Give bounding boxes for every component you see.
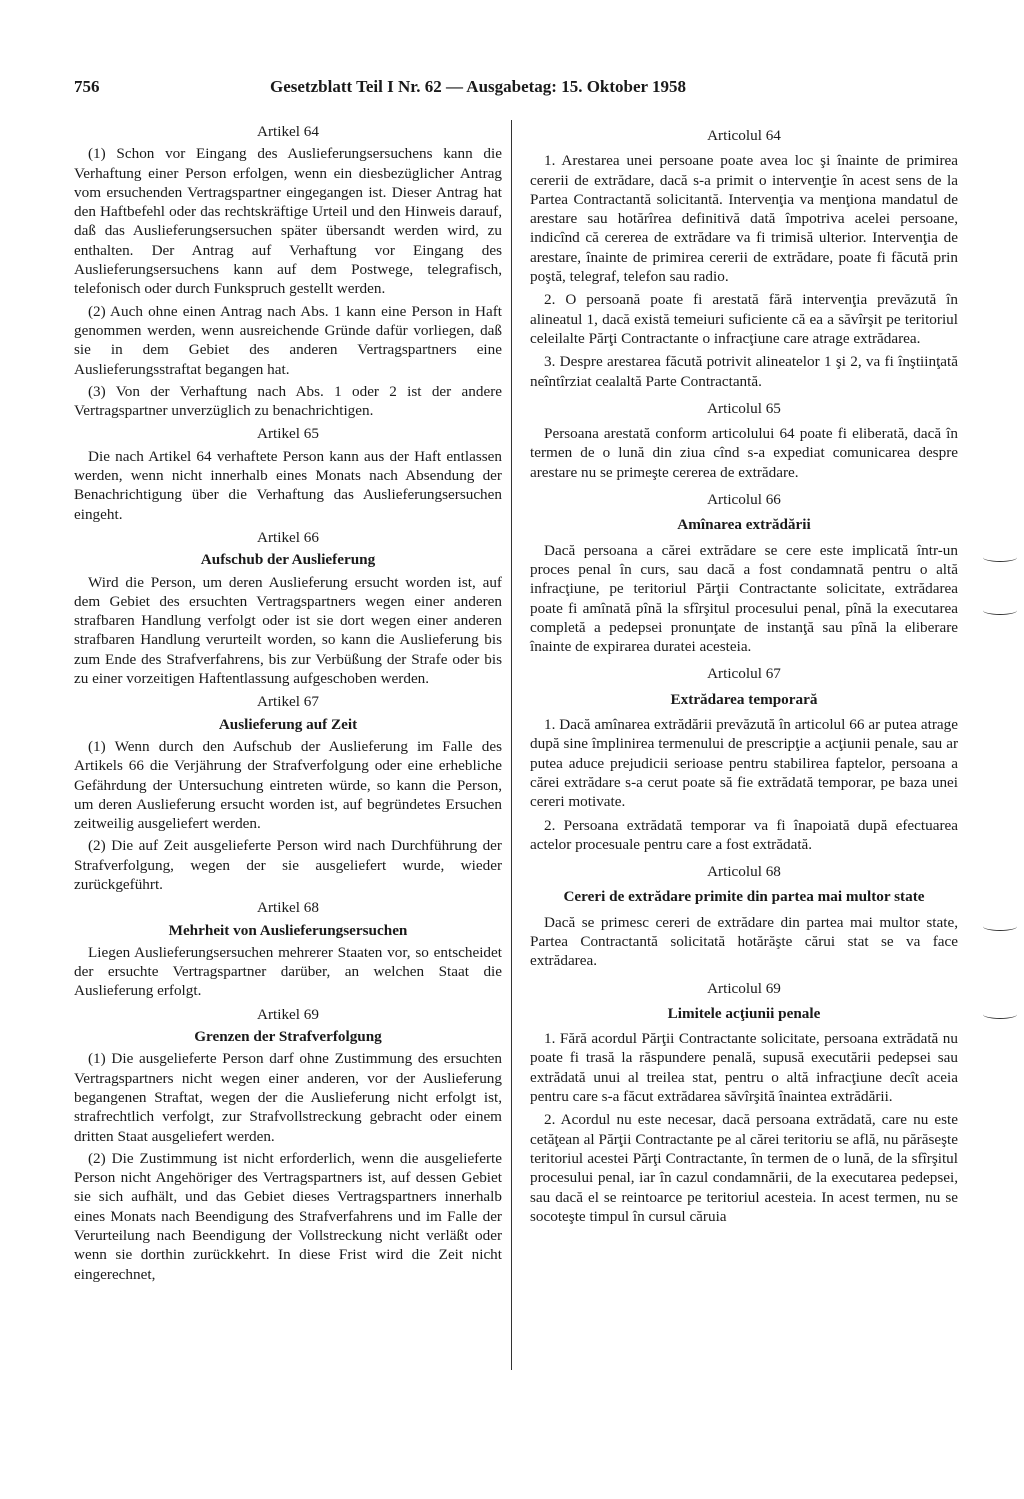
page-header	[74, 76, 960, 98]
german-article-heading: Artikel 65	[256, 425, 319, 443]
romanian-article-heading: Articolul 68	[707, 863, 781, 881]
romanian-paragraph: 2. O persoană poate fi arestată fără intervenţia prevăzută în alineatul 1, dacă există temeiuri suficiente că ea a săvîrşit pe teritoriul celeilalte Părţi Contractante o infracţiune care atrage extrădarea.	[530, 291, 958, 347]
german-article-title: Auslieferung auf Zeit	[218, 715, 358, 733]
romanian-paragraph: 1. Arestarea unei persoane poate avea loc şi înainte de primirea cererii de extrădare, dacă s-a primit o intervenţie în acest sens de la Partea Contractantă solicitantă. Intervenţia va menţiona mandatul de arestare sau hotărîrea definitivă dată împotriva acelei persoane, indicînd că cererea de extrădare va fi trimisă ulterior. Intervenţia de arestare, înainte de primirea cererii de extrădare, poate fi făcută prin poştă, telegraf, telefon sau radio.	[530, 152, 958, 286]
margin-mark	[983, 606, 1017, 615]
german-paragraph: (2) Die Zustimmung ist nicht erforderlich, wenn die ausgelieferte Person nicht Angehöriger des Vertragspartners ist, auf dessen Gebiet sie sich aufhält, und das Gebiet dieses Vertragspartners innerhalb eines Monats nach Beendigung des Strafverfahrens und im Falle der Verurteilung nach Beendigung der Vollstreckung nicht verläßt oder wenn sie dorthin zurückkehrt. In diese Frist wird die Zeit nicht eingerechnet,	[74, 1149, 502, 1283]
margin-mark	[983, 922, 1017, 931]
page-number: 756	[74, 77, 100, 96]
romanian-paragraph: Persoana arestată conform articolului 64 poate fi eliberată, dacă în termen de o lună din ziua cînd s-a expediat comunicarea despre arestare nu se primeşte cererea de extrădare.	[530, 425, 958, 481]
romanian-paragraph: 1. Fără acordul Părţii Contractante solicitate, persoana extrădată nu poate fi trasă la răspundere penală, supusă executării pedepsei sau extrădată unui al treilea stat, pentru o altă infracţiune decît aceia pentru care s-a făcut extrădarea săvîrşită înaintea extrădării.	[530, 1030, 958, 1106]
romanian-paragraph: Dacă persoana a cărei extrădare se cere este implicată într-un proces penal în curs, sau dacă a fost condamnată pentru o altă infracţiune, pe teritoriul Părţii Contractante solicitate, extrădarea poate fi amînată pînă la sfîrşitul procesului penal, pînă la executarea completă a pedepsei pronunţate de instanţă sau pînă la eliberare înainte de expirarea duratei acesteia.	[530, 541, 958, 656]
german-article-heading: Artikel 69	[256, 1005, 319, 1023]
german-paragraph: Wird die Person, um deren Auslieferung ersucht worden ist, auf dem Gebiet des ersuchten Vertragspartners wegen einer anderen strafbaren Handlung verfolgt oder ist sie dort wegen einer anderen strafbaren Handlung verurteilt worden, so kann die Auslieferung bis zum Ende des Strafverfahrens, bis zur Verbüßung der Strafe oder bis zu einer vorzeitigen Haftentlassung aufgeschoben werden.	[74, 573, 502, 688]
romanian-paragraph: 2. Acordul nu este necesar, dacă persoana extrădată, care nu este cetăţean al Părţii Contractante pe al cărei teritoriu se află, nu părăseşte teritoriul acestei Părţi Contractante, în termen de o lună, de la sfîrşitul procesului penal, iar în cazul condamnării, de la executarea pedepsei, sau dacă el se reintoarce pe teritoriul acesteia. In acest termen, nu se socoteşte timpul în cursul căruia	[530, 1111, 958, 1225]
romanian-article-heading: Articolul 67	[707, 665, 781, 683]
romanian-article-title: Cereri de extrădare primite din partea mai multor state	[563, 888, 925, 906]
romanian-paragraph: 1. Dacă amînarea extrădării prevăzută în articolul 66 ar putea atrage după sine împlinirea termenului de prescripţie a acţiunii penale, sau ar putea aduce prejudicii serioase pentru stabilirea faptelor, persoana a cărei extrădare s-a cerut poate să fie extrădată temporar, pe baza unei cereri motivate.	[530, 716, 958, 811]
german-article-heading: Artikel 66	[256, 528, 319, 546]
german-article-heading: Artikel 68	[256, 899, 319, 917]
german-column	[74, 118, 502, 1287]
romanian-article-title: Limitele acţiunii penale	[667, 1004, 821, 1022]
margin-mark	[983, 1010, 1017, 1019]
column-divider	[511, 120, 512, 1370]
german-article-heading: Artikel 67	[256, 693, 319, 711]
romanian-paragraph: Dacă se primesc cereri de extrădare din partea mai multor state, Partea Contractantă solicitată hotărăşte cărui stat se va face extrădarea.	[530, 913, 958, 970]
romanian-article-heading: Articolul 66	[707, 491, 781, 509]
german-paragraph: (1) Wenn durch den Aufschub der Auslieferung im Falle des Artikels 66 die Verjährung der Strafverfolgung oder eine erhebliche Gefährdung der Untersuchung eintreten würde, so kann die Person, um deren Auslieferung ersucht worden ist, auf begründetes Ersuchen zeitweilig ausgeliefert werden.	[74, 737, 502, 833]
romanian-article-heading: Articolul 64	[707, 127, 781, 144]
romanian-article-heading: Articolul 65	[707, 399, 781, 417]
romanian-column	[530, 118, 958, 1230]
romanian-paragraph: 2. Persoana extrădată temporar va fi înapoiată după efectuarea actelor procesuale pentru care a fost extrădată.	[530, 816, 958, 853]
german-paragraph: (1) Schon vor Eingang des Auslieferungsersuchens kann die Verhaftung einer Person erfolgen, wenn ein diesbezüglicher Antrag vom ersuchenden Vertragspartner eingegangen ist. Dieser Antrag hat den Haftbefehl oder das rechtskräftige Urteil und den Hinweis darauf, daß das Auslieferungsersuchen später übersandt werden wird, zu enthalten. Der Antrag auf Verhaftung vor Eingang des Auslieferungsersuchens kann auf dem Postwege, telegrafisch, telefonisch oder durch Funkspruch gestellt werden.	[74, 145, 502, 298]
header-title: Gesetzblatt Teil I Nr. 62 — Ausgabetag: 15. Oktober 1958	[270, 77, 687, 96]
german-paragraph: Liegen Auslieferungsersuchen mehrerer Staaten vor, so entscheidet der ersuchte Vertragspartner darüber, an welchen Staat die Auslieferung erfolgt.	[74, 943, 502, 1000]
romanian-article-heading: Articolul 69	[707, 979, 781, 997]
german-paragraph: (2) Auch ohne einen Antrag nach Abs. 1 kann eine Person in Haft genommen werden, wenn ausreichende Gründe dafür vorliegen, daß sie in dem Gebiet des anderen Vertragspartners eine Auslieferungsstraftat begangen hat.	[74, 302, 502, 378]
romanian-article-title: Amînarea extrădării	[677, 516, 811, 534]
german-paragraph: (3) Von der Verhaftung nach Abs. 1 oder 2 ist der andere Vertragspartner unverzüglich zu benachrichtigen.	[74, 382, 502, 420]
german-paragraph: Die nach Artikel 64 verhaftete Person kann aus der Haft entlassen werden, wenn nicht innerhalb eines Monats nach Absendung der Benachrichtigung über die Verhaftung das Auslieferungsersuchen eingeht.	[74, 447, 502, 523]
german-paragraph: (2) Die auf Zeit ausgelieferte Person wird nach Durchführung der Strafverfolgung, wegen der sie ausgeliefert wurde, wieder zurückgeführt.	[74, 837, 502, 893]
margin-mark	[983, 553, 1017, 562]
german-paragraph: (1) Die ausgelieferte Person darf ohne Zustimmung des ersuchten Vertragspartners nicht wegen einer anderen, vor der Auslieferung begangenen Straftat, wegen der die Auslieferung nicht erfolgt ist, strafrechtlich verfolgt, zur Strafvollstreckung gebracht oder einem dritten Staat ausgeliefert werden.	[74, 1050, 502, 1145]
german-article-title: Aufschub der Auslieferung	[200, 551, 376, 569]
romanian-paragraph: 3. Despre arestarea făcută potrivit alineatelor 1 şi 2, va fi înştiinţată neîntîrziat cealaltă Parte Contractantă.	[530, 353, 958, 390]
german-article-title: Grenzen der Strafverfolgung	[194, 1028, 382, 1046]
romanian-article-title: Extrădarea temporară	[670, 690, 818, 708]
german-article-title: Mehrheit von Auslieferungsersuchen	[168, 921, 408, 939]
german-article-heading: Artikel 64	[256, 123, 319, 140]
